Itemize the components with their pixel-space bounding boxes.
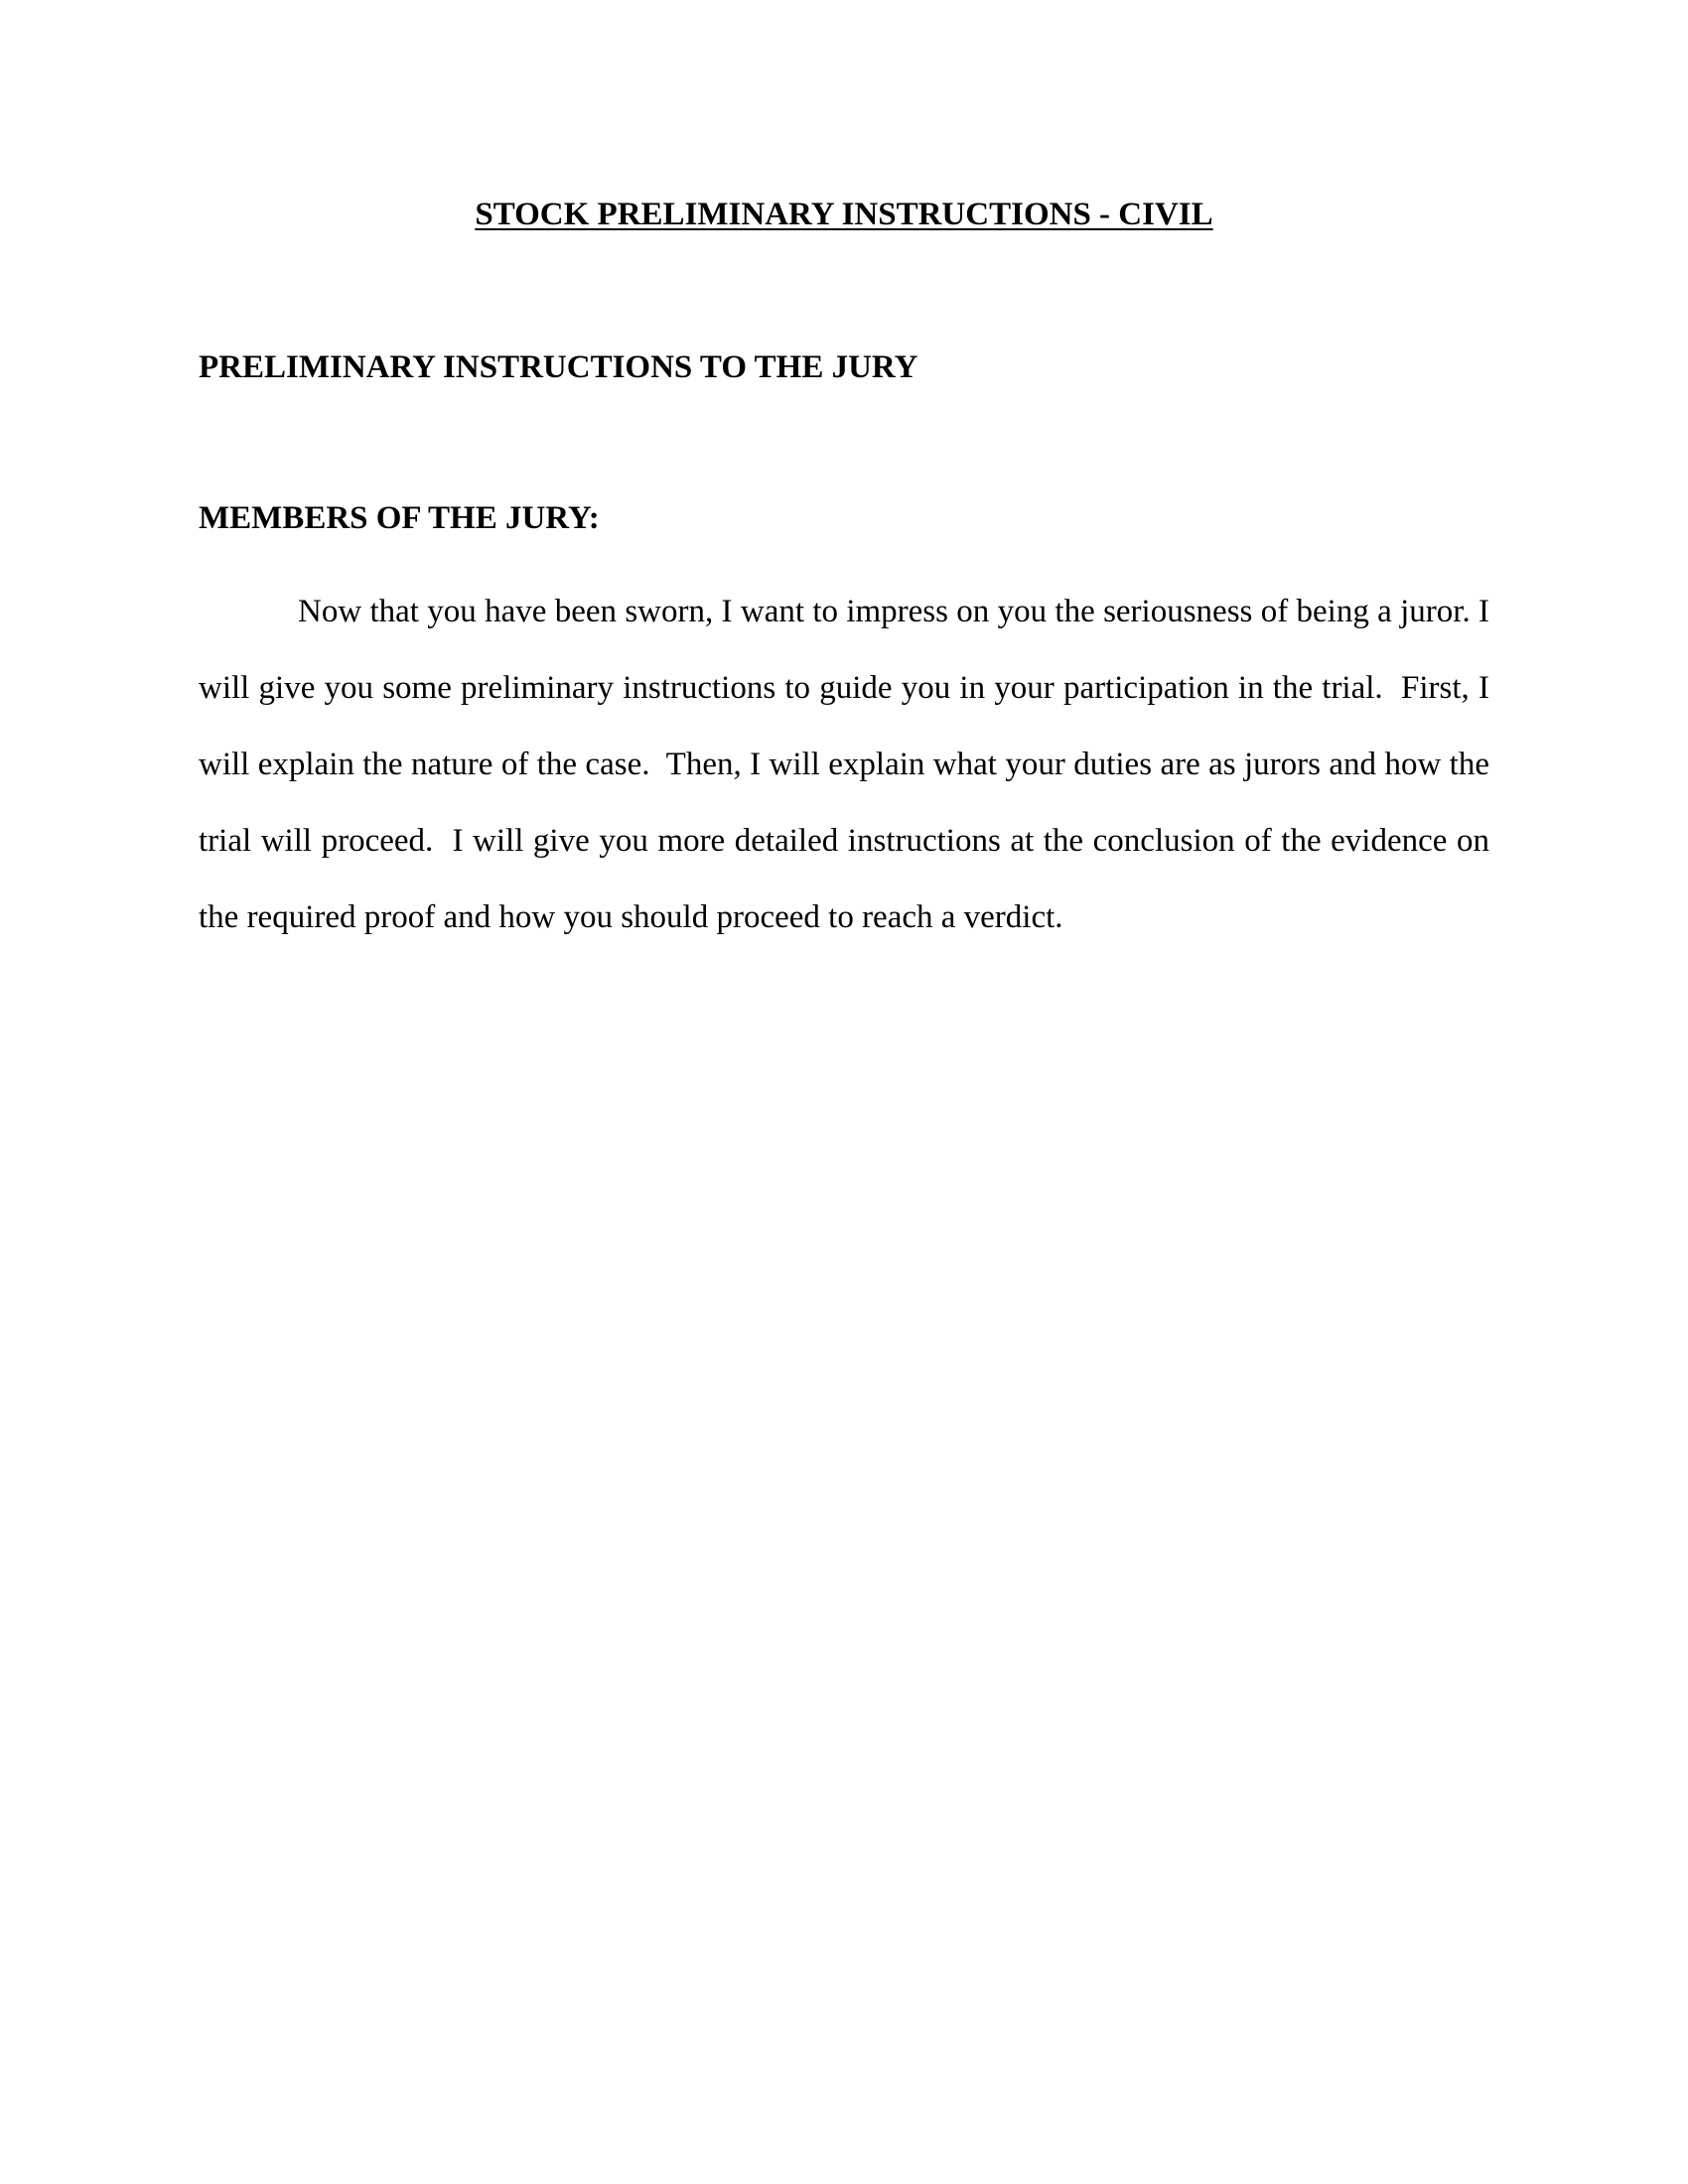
jury-address-heading: MEMBERS OF THE JURY: (199, 500, 600, 536)
instruction-paragraph: Now that you have been sworn, I want to impress on you the seriousness of being a juror. I will give you some preliminary instructions to guide you in your participation in the trial. First, I will explain the nature of the case. Then, I will explain what your duties are as jurors and how the trial will proceed. I will give you more detailed instructions at the conclusion of the evidence on the required proof and how you should proceed to reach a verdict. (199, 594, 1498, 935)
document-title: STOCK PRELIMINARY INSTRUCTIONS - CIVIL (475, 197, 1213, 232)
section-heading: PRELIMINARY INSTRUCTIONS TO THE JURY (199, 349, 918, 385)
